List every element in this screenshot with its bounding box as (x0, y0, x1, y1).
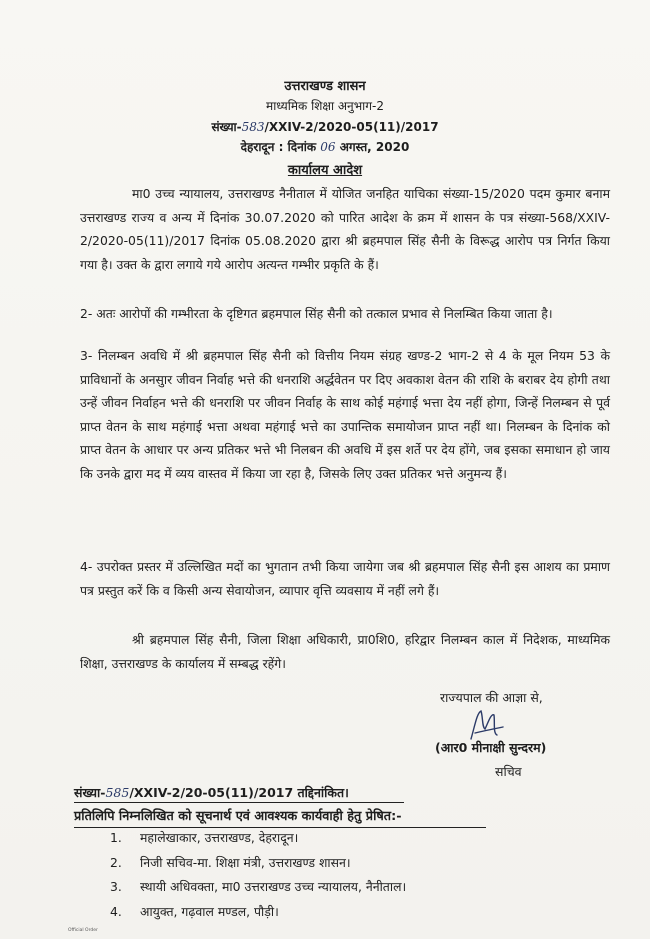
reference-handwritten: 583 (241, 120, 265, 134)
list-item-text: आयुक्त, गढ़वाल मण्डल, पौड़ी। (140, 903, 279, 919)
copy-ref-handwritten: 585 (105, 785, 130, 800)
footer-stamp-text: Official Order (68, 928, 98, 933)
paragraph-5: श्री ब्रहमपाल सिंह सैनी, जिला शिक्षा अधिकारी, प्रा0शि0, हरिद्वार निलम्बन काल में निदेशक, माध्यमिक शिक्षा, उत्तराखण्ड के कार्यालय में सम्बद्ध रहेंगे। (80, 632, 610, 671)
distribution-list (110, 826, 610, 924)
paragraph-1: मा0 उच्च न्यायालय, उत्तराखण्ड नैनीताल में योजित जनहित याचिका संख्या-15/2020 पदम कुमार बनाम उत्तराखण्ड राज्य व अन्य में दिनांक 30.07.2020 को पारित आदेश के क्रम में शासन के पत्र संख्या-568/XXIV-2/2020-05(11)/2017 दिनांक 05.08.2020 द्वारा श्री ब्रहमपाल सिंह सैनी के विरूद्ध आरोप पत्र निर्गत किया गया है। उक्त के द्वारा लगाये गये आरोप अत्यन्त गम्भीर प्रकृति के हैं। (80, 186, 610, 272)
paragraph-4: 4- उपरोक्त प्रस्तर में उल्लिखित मदों का भुगतान तभी किया जायेगा जब श्री ब्रहमपाल सिंह सैनी इस आशय का प्रमाण पत्र प्रस्तुत करें कि व किसी अन्य सेवायोजन, व्यापार वृत्ति व्यवसाय में नहीं लगे हैं। (80, 559, 610, 598)
signatory-name: (आर0 मीनाक्षी सुन्दरम) (435, 740, 547, 755)
copy-reference-number (74, 784, 349, 801)
list-item-text: महालेखाकार, उत्तराखण्ड, देहरादून। (140, 830, 299, 845)
copy-intro: प्रतिलिपि निम्नलिखित को सूचनार्थ एवं आवश्यक कार्यवाही हेतु प्रेषित:- (74, 809, 402, 824)
office-order-heading: कार्यालय आदेश (287, 163, 363, 178)
list-item (110, 900, 610, 925)
date-handwritten: 06 (320, 140, 336, 154)
issue-date (0, 138, 650, 155)
list-item-text: निजी सचिव-मा. शिक्षा मंत्री, उत्तराखण्ड शासन। (140, 854, 351, 870)
list-item-number: 4. (110, 903, 122, 919)
list-item-number: 3. (110, 879, 122, 894)
date-prefix: देहरादून : दिनांक (240, 140, 317, 154)
date-suffix: अगस्त, 2020 (339, 140, 410, 154)
copy-ref-prefix: संख्या- (74, 785, 106, 800)
department-name: माध्यमिक शिक्षा अनुभाग-2 (266, 99, 384, 113)
list-item (110, 875, 610, 900)
list-item (110, 826, 610, 851)
copy-ref-suffix: /XXIV-2/20-05(11)/2017 तद्दिनांकित। (129, 785, 349, 800)
signatory-designation: सचिव (495, 764, 522, 779)
copy-ref-underline (74, 802, 404, 803)
list-item-number: 2. (110, 854, 122, 870)
paragraph-3: 3- निलम्बन अवधि में श्री ब्रहमपाल सिंह सैनी को वित्तीय नियम संग्रह खण्ड-2 भाग-2 से 4 के मूल नियम 53 के प्राविधानों के अनसुार जीवन निर्वाह भत्ते की धनराशि अर्द्धवेतन पर दिए अवकाश वेतन की राशि के बराबर देय होगी तथा उन्हें जीवन निर्वाहन भत्ते की धनराशि पर जीवन निर्वाह के साथ कोई महंगाई भत्ता देय नहीं होगा, जिन्हें निलम्बन से पूर्व प्राप्त वेतन के साथ महंगाई भत्ता अथवा महंगाई भत्ते का उपान्तिक समायोजन प्राप्त नहीं था। निलम्बन के दिनांक को प्राप्त वेतन के आधार पर अन्य प्रतिकर भत्ते भी निलबन की अवधि में इस शर्ते पर देय होंगे, जब इसका समाधान हो जाय कि उनके द्वारा मद में व्यय वास्तव में किया जा रहा है, जिसके लिए उक्त प्रतिकर भत्ते अनुमन्य हैं। (80, 348, 610, 481)
reference-prefix: संख्या- (211, 120, 242, 134)
list-item-text: स्थायी अधिवक्ता, मा0 उत्तराखण्ड उच्च न्यायालय, नैनीताल। (140, 879, 407, 894)
paragraph-2: 2- अतः आरोपों की गम्भीरता के दृष्टिगत ब्रहमपाल सिंह सैनी को तत्काल प्रभाव से निलम्बित किया जाता है। (80, 306, 553, 321)
government-title: उत्तराखण्ड शासन (284, 79, 366, 94)
reference-number (0, 118, 650, 135)
reference-suffix: /XXIV-2/2020-05(11)/2017 (264, 120, 439, 134)
by-order-line: राज्यपाल की आज्ञा से, (440, 690, 543, 705)
list-item-number: 1. (110, 830, 122, 845)
list-item (110, 851, 610, 876)
